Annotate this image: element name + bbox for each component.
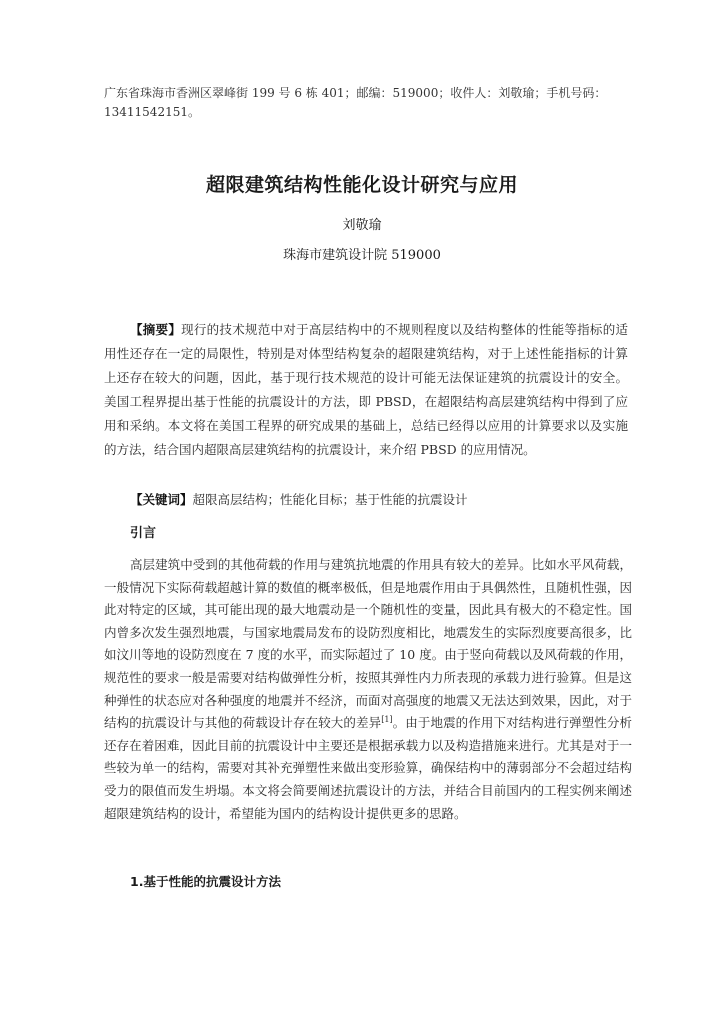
keywords-text: 超限高层结构；性能化目标；基于性能的抗震设计 (192, 492, 468, 507)
abstract-paragraph (104, 318, 628, 462)
intro-paragraph (104, 554, 632, 825)
keywords-line (130, 490, 630, 510)
contact-info: 广东省珠海市香洲区翠峰街 199 号 6 栋 401；邮编：519000；收件人：刘敬瑜；手机号码：13411542151。 (104, 86, 607, 119)
abstract-label: 【摘要】 (130, 322, 182, 337)
author-affiliation: 珠海市建筑设计院 519000 (283, 248, 441, 263)
intro-text-part2: 。由于地震的作用下对结构进行弹塑性分析还存在着困难，因此目前的抗震设计中主要还是根据承载力以及构造措施来进行。尤其是对于一些较为单一的结构，需要对其补充弹塑性来做出变形验算，确保结构中的薄弱部分不会超过结构受力的限值而发生坍塌。本文将会简要阐述抗震设计的方法，并结合目前国内的工程实例来阐述超限建筑结构的设计，希望能为国内的结构设计提供更多的思路。 (104, 715, 632, 821)
intro-heading: 引言 (130, 526, 157, 541)
keywords-label: 【关键词】 (130, 492, 193, 507)
intro-text-part1: 高层建筑中受到的其他荷载的作用与建筑抗地震的作用具有较大的差异。比如水平风荷载，一般情况下实际荷载超越计算的数值的概率极低，但是地震作用由于具偶然性，且随机性强，因此对特定的区域，其可能出现的最大地震动是一个随机性的变量，因此具有极大的不稳定性。国内曾多次发生强烈地震，与国家地震局发布的设防烈度相比，地震发生的实际烈度要高很多，比如汶川等地的设防烈度在 7 度的水平，而实际超过了 10 度。由于竖向荷载以及风荷载的作用，规范性的要求一般是需要对结构做弹性分析，按照其弹性内力所表现的承载力进行验算。但是这种弹性的状态应对各种强度的地震并不经济，而面对高强度的地震又无法达到效果，因此，对于结构的抗震设计与其他的荷载设计存在较大的差异 (104, 557, 632, 731)
paper-title: 超限建筑结构性能化设计研究与应用 (205, 174, 518, 196)
abstract-text: 现行的技术规范中对于高层结构中的不规则程度以及结构整体的性能等指标的适用性还存在一定的局限性，特别是对体型结构复杂的超限建筑结构，对于上述性能指标的计算上还存在较大的问题，因此，基于现行技术规范的设计可能无法保证建筑的抗震设计的安全。美国工程界提出基于性能的抗震设计的方法，即 PBSD，在超限结构高层建筑结构中得到了应用和采纳。本文将在美国工程界的研究成果的基础上，总结已经得以应用的计算要求以及实施的方法，结合国内超限高层建筑结构的抗震设计，来介绍 PBSD 的应用情况。 (104, 322, 628, 457)
author-name: 刘敬瑜 (342, 218, 382, 233)
section-1-heading: 1.基于性能的抗震设计方法 (130, 874, 281, 889)
citation-ref: [1] (381, 715, 393, 724)
